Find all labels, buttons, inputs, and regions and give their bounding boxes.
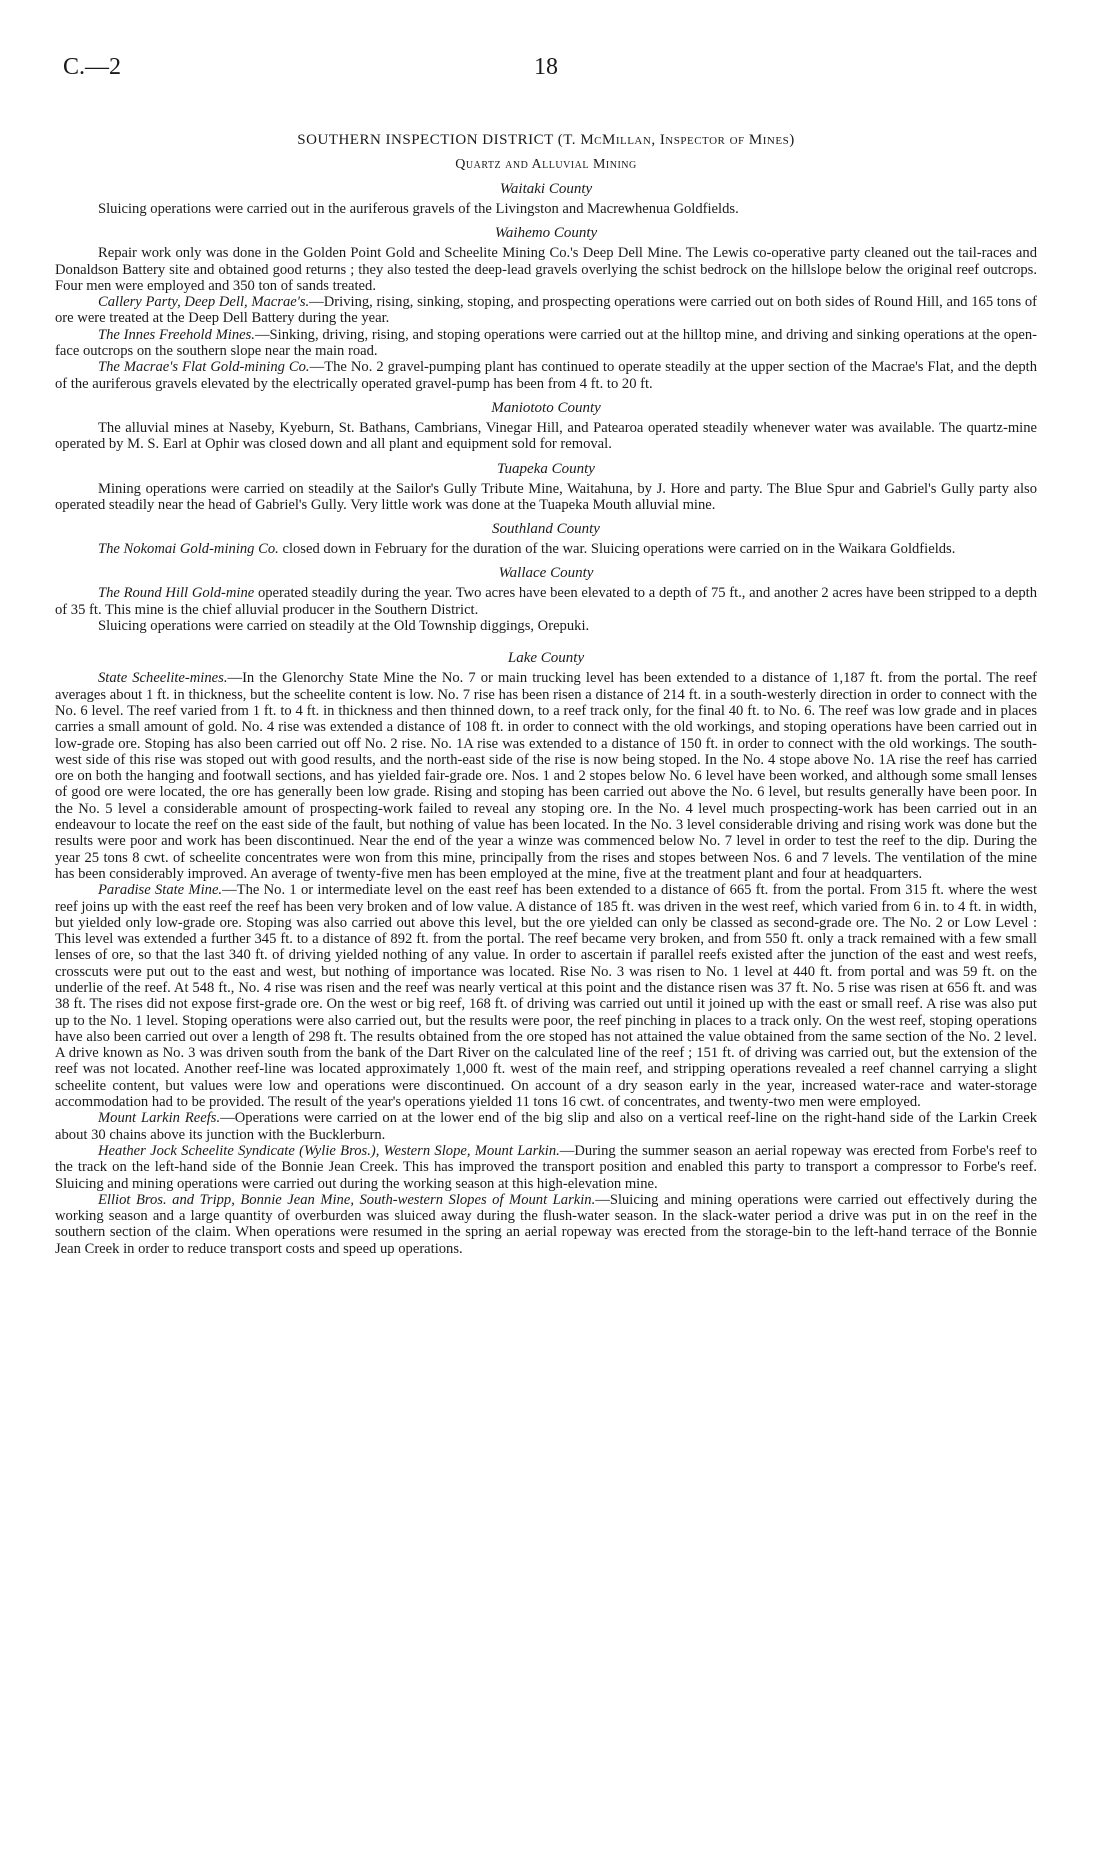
- paragraph: The alluvial mines at Naseby, Kyeburn, St. Bathans, Cambrians, Vinegar Hill, and Patearoa operated steadily whenever water was available. The quartz-mine operated by M. S. Earl at Ophir was closed down and all plant and equipment sold for removal.: [55, 419, 1037, 453]
- paragraph: [55, 882, 1037, 1110]
- paragraph: [55, 294, 1037, 327]
- paragraph: [55, 670, 1037, 882]
- paragraph-body: —Sluicing and mining operations were carried out effectively during the working season and a large quantity of overburden was sluiced away during the flush-water season. In the slack-water period a drive was put in on the reef in the southern section of the claim. When operations were resumed in the spring an aerial ropeway was erected from the storage-bin to the left-hand terrace of the Bonnie Jean Creek in order to reduce transport costs and speed up operations.: [55, 1191, 1037, 1257]
- paragraph: [55, 327, 1037, 360]
- paragraph: Sluicing operations were carried on steadily at the Old Township diggings, Orepuki.: [98, 618, 590, 635]
- paragraph-body: —During the summer season an aerial ropeway was erected from Forbe's reef to the track on the left-hand side of the Bonnie Jean Creek. This has improved the transport position and enabled this party to transport a compressor to Forbe's reef. Sluicing and mining operations were carried out during the working season at this high-elevation mine.: [55, 1142, 1037, 1192]
- paragraph: Sluicing operations were carried out in the auriferous gravels of the Livingston and Macrewhenua Goldfields.: [98, 201, 739, 217]
- county-heading-wallace: Wallace County: [498, 565, 594, 582]
- paragraph-lead: The Nokomai Gold-mining Co.: [98, 541, 279, 558]
- paragraph-body: —Driving, rising, sinking, stoping, and prospecting operations were carried out on both sides of Round Hill, and 165 tons of ore were treated at the Deep Dell Battery during the year.: [55, 294, 1037, 327]
- report-reference: C.—2: [63, 54, 122, 80]
- document-page: [55, 50, 1037, 1257]
- paragraph-lead: Callery Party, Deep Dell, Macrae's.: [98, 294, 310, 311]
- paragraph: [55, 1143, 1037, 1192]
- paragraph-body: operated steadily during the year. Two acres have been elevated to a depth of 75 ft., and another 2 acres have been stripped to a depth of 35 ft. This mine is the chief alluvial producer in the Southern District.: [55, 585, 1038, 618]
- running-head: [55, 50, 1037, 90]
- county-heading-tuapeka: Tuapeka County: [497, 460, 595, 477]
- page-number: 18: [534, 54, 558, 80]
- paragraph-lead: The Innes Freehold Mines.: [98, 326, 255, 343]
- county-heading-maniototo: Maniototo County: [491, 399, 601, 416]
- paragraph: [55, 541, 1037, 557]
- inspector-name: McMillan, Inspector of Mines: [580, 132, 790, 148]
- paragraph: [55, 585, 1037, 618]
- paragraph-lead: Heather Jock Scheelite Syndicate (Wylie Bros.), Western Slope, Mount Larkin.: [98, 1142, 560, 1159]
- county-heading-waihemo: Waihemo County: [494, 225, 598, 242]
- district-title-close: ): [789, 132, 795, 148]
- paragraph-body: —Sinking, driving, rising, and stoping operations were carried out at the hilltop mine, and driving and sinking operations at the open-face outcrops on the southern slope near the main road.: [55, 326, 1037, 360]
- district-subtitle: Quartz and Alluvial Mining: [455, 157, 637, 172]
- county-heading-southland: Southland County: [492, 521, 600, 538]
- county-heading-lake: Lake County: [507, 650, 585, 667]
- paragraph: [55, 359, 1037, 392]
- paragraph-lead: The Macrae's Flat Gold-mining Co.: [98, 359, 310, 376]
- paragraph-body: —In the Glenorchy State Mine the No. 7 or main trucking level has been extended to a distance of 1,187 ft. from the portal. The reef averages about 1 ft. in thickness, but the scheelite content is low. No. 7 rise has been risen a distance of 214 ft. in a south-westerly direction in order to connect with the No. 6 level. The reef varied from 1 ft. to 4 ft. in thickness and then thinned down, to a reef track only, for the final 40 ft. to No. 6. The reef was low grade and in places carries a small amount of gold. No. 4 rise was extended a distance of 108 ft. in order to connect with the old workings, and stoping operations have been carried out in low-grade ore. Stoping has also been carried out off No. 2 rise. No. 1A rise was extended to a distance of 150 ft. in order to connect with the old workings. The south-west side of this rise was stoped out with good results, and the north-east side of the rise is now being stoped. In the No. 4 stope above No. 1A rise the reef has carried ore on both the hanging and footwall sections, and has yielded fair-grade ore. Nos. 1 and 2 stopes below No. 6 level have been worked, and although some small lenses of good ore were located, the ore has generally been low grade. Rising and stoping has been carried out above the No. 6 level, but results generally have been poor. In the No. 5 level a considerable amount of prospecting-work failed to reveal any stoping ore. In the No. 4 level much prospecting-work has been carried out in an endeavour to locate the reef on the east side of the fault, but nothing of value has been located. In the No. 3 level considerable driving and rising work was done but the results were poor and work has been discontinued. Near the end of the year a winze was commenced below No. 7 level in order to test the reef to the dip. During the year 25 tons 8 cwt. of scheelite concentrates were won from this mine, principally from the rises and stopes between Nos. 6 and 7 levels. The ventilation of the mine has been considerably improved. An average of twenty-five men has been employed at the mine, five at the treatment plant and four at headquarters.: [55, 670, 1037, 882]
- paragraph-body: closed down in February for the duration of the war. Sluicing operations were carried on in the Waikara Goldfields.: [278, 541, 956, 558]
- paragraph-lead: The Round Hill Gold-mine: [98, 585, 255, 602]
- county-heading-waitaki: Waitaki County: [499, 181, 593, 197]
- district-title: [55, 132, 1037, 149]
- paragraph-lead: Elliot Bros. and Tripp, Bonnie Jean Mine, South-western Slopes of Mount Larkin.: [98, 1191, 596, 1208]
- paragraph-body: —The No. 1 or intermediate level on the east reef has been extended to a distance of 665 ft. from the portal. From 315 ft. where the west reef joins up with the east reef the reef has been very broken and of low value. A distance of 185 ft. was driven in the west reef, which varied from 6 in. to 4 ft. in width, but yielded only low-grade ore. Stoping was also carried out above this level, but the ore yielded can only be classed as second-grade ore. The No. 2 or Low Level : This level was extended a further 345 ft. to a distance of 892 ft. from the portal. The reef became very broken, and from 550 ft. only a track remained with a few small lenses of ore, so that the last 340 ft. of driving yielded nothing of any value. In order to ascertain if parallel reefs existed after the junction of the east and west reefs, crosscuts were put out to the east and west, but nothing of importance was located. Rise No. 3 was risen to No. 1 level at 440 ft. from portal and was 59 ft. on the underlie of the reef. At 548 ft., No. 4 rise was risen and the reef was nearly vertical at this point and the distance risen was 37 ft. No. 5 rise was risen at 656 ft. and was 38 ft. The rises did not expose first-grade ore. On the west or big reef, 168 ft. of driving was carried out until it joined up with the east or small reef. A rise was also put up to the No. 1 level. Stoping operations were also carried out, but the results were poor, the reef pinching in places to a track only. On the west reef, stoping operations have also been carried out over a length of 298 ft. The results obtained from the ore stoped has not attained the value obtained from the same section of the No. 2 level. A drive known as No. 3 was driven south from the bank of the Dart River on the calculated line of the reef ; 151 ft. of driving was carried out, but the extension of the reef was not located. Another reef-line was located approximately 1,000 ft. west of the main reef, and stripping operations revealed a reef channel carrying a slight scheelite content, but values were low and operations were discontinued. On account of a dry season early in the year, increased water-race and water-storage accommodation had to be provided. The result of the year's operations yielded 11 tons 16 cwt. of concentrates, and twenty-two men were employed.: [55, 882, 1038, 1111]
- paragraph: [55, 1192, 1037, 1257]
- paragraph-lead: State Scheelite-mines.: [98, 670, 228, 687]
- paragraph: Mining operations were carried on steadily at the Sailor's Gully Tribute Mine, Waitahuna, by J. Hore and party. The Blue Spur and Gabriel's Gully party also operated steadily near the head of Gabriel's Gully. Very little work was done at the Tuapeka Mouth alluvial mine.: [55, 480, 1037, 513]
- paragraph-lead: Mount Larkin Reefs.: [98, 1110, 221, 1127]
- paragraph-body: —Operations were carried on at the lower end of the big slip and also on a vertical reef-line on the right-hand side of the Larkin Creek about 30 chains above its junction with the Bucklerburn.: [55, 1110, 1037, 1143]
- district-title-main: SOUTHERN INSPECTION DISTRICT (T.: [297, 132, 581, 148]
- paragraph: [55, 1110, 1037, 1143]
- paragraph-body: —The No. 2 gravel-pumping plant has continued to operate steadily at the upper section of the Macrae's Flat, and the depth of the auriferous gravels elevated by the electrically operated gravel-pump has been from 4 ft. to 20 ft.: [55, 359, 1037, 392]
- paragraph: Repair work only was done in the Golden Point Gold and Scheelite Mining Co.'s Deep Dell Mine. The Lewis co-operative party cleaned out the tail-races and Donaldson Battery site and obtained good returns ; they also tested the deep-lead gravels overlying the schist bedrock on the hillslope below the original reef outcrops. Four men were employed and 350 ton of sands treated.: [55, 245, 1037, 294]
- paragraph-lead: Paradise State Mine.: [98, 882, 223, 899]
